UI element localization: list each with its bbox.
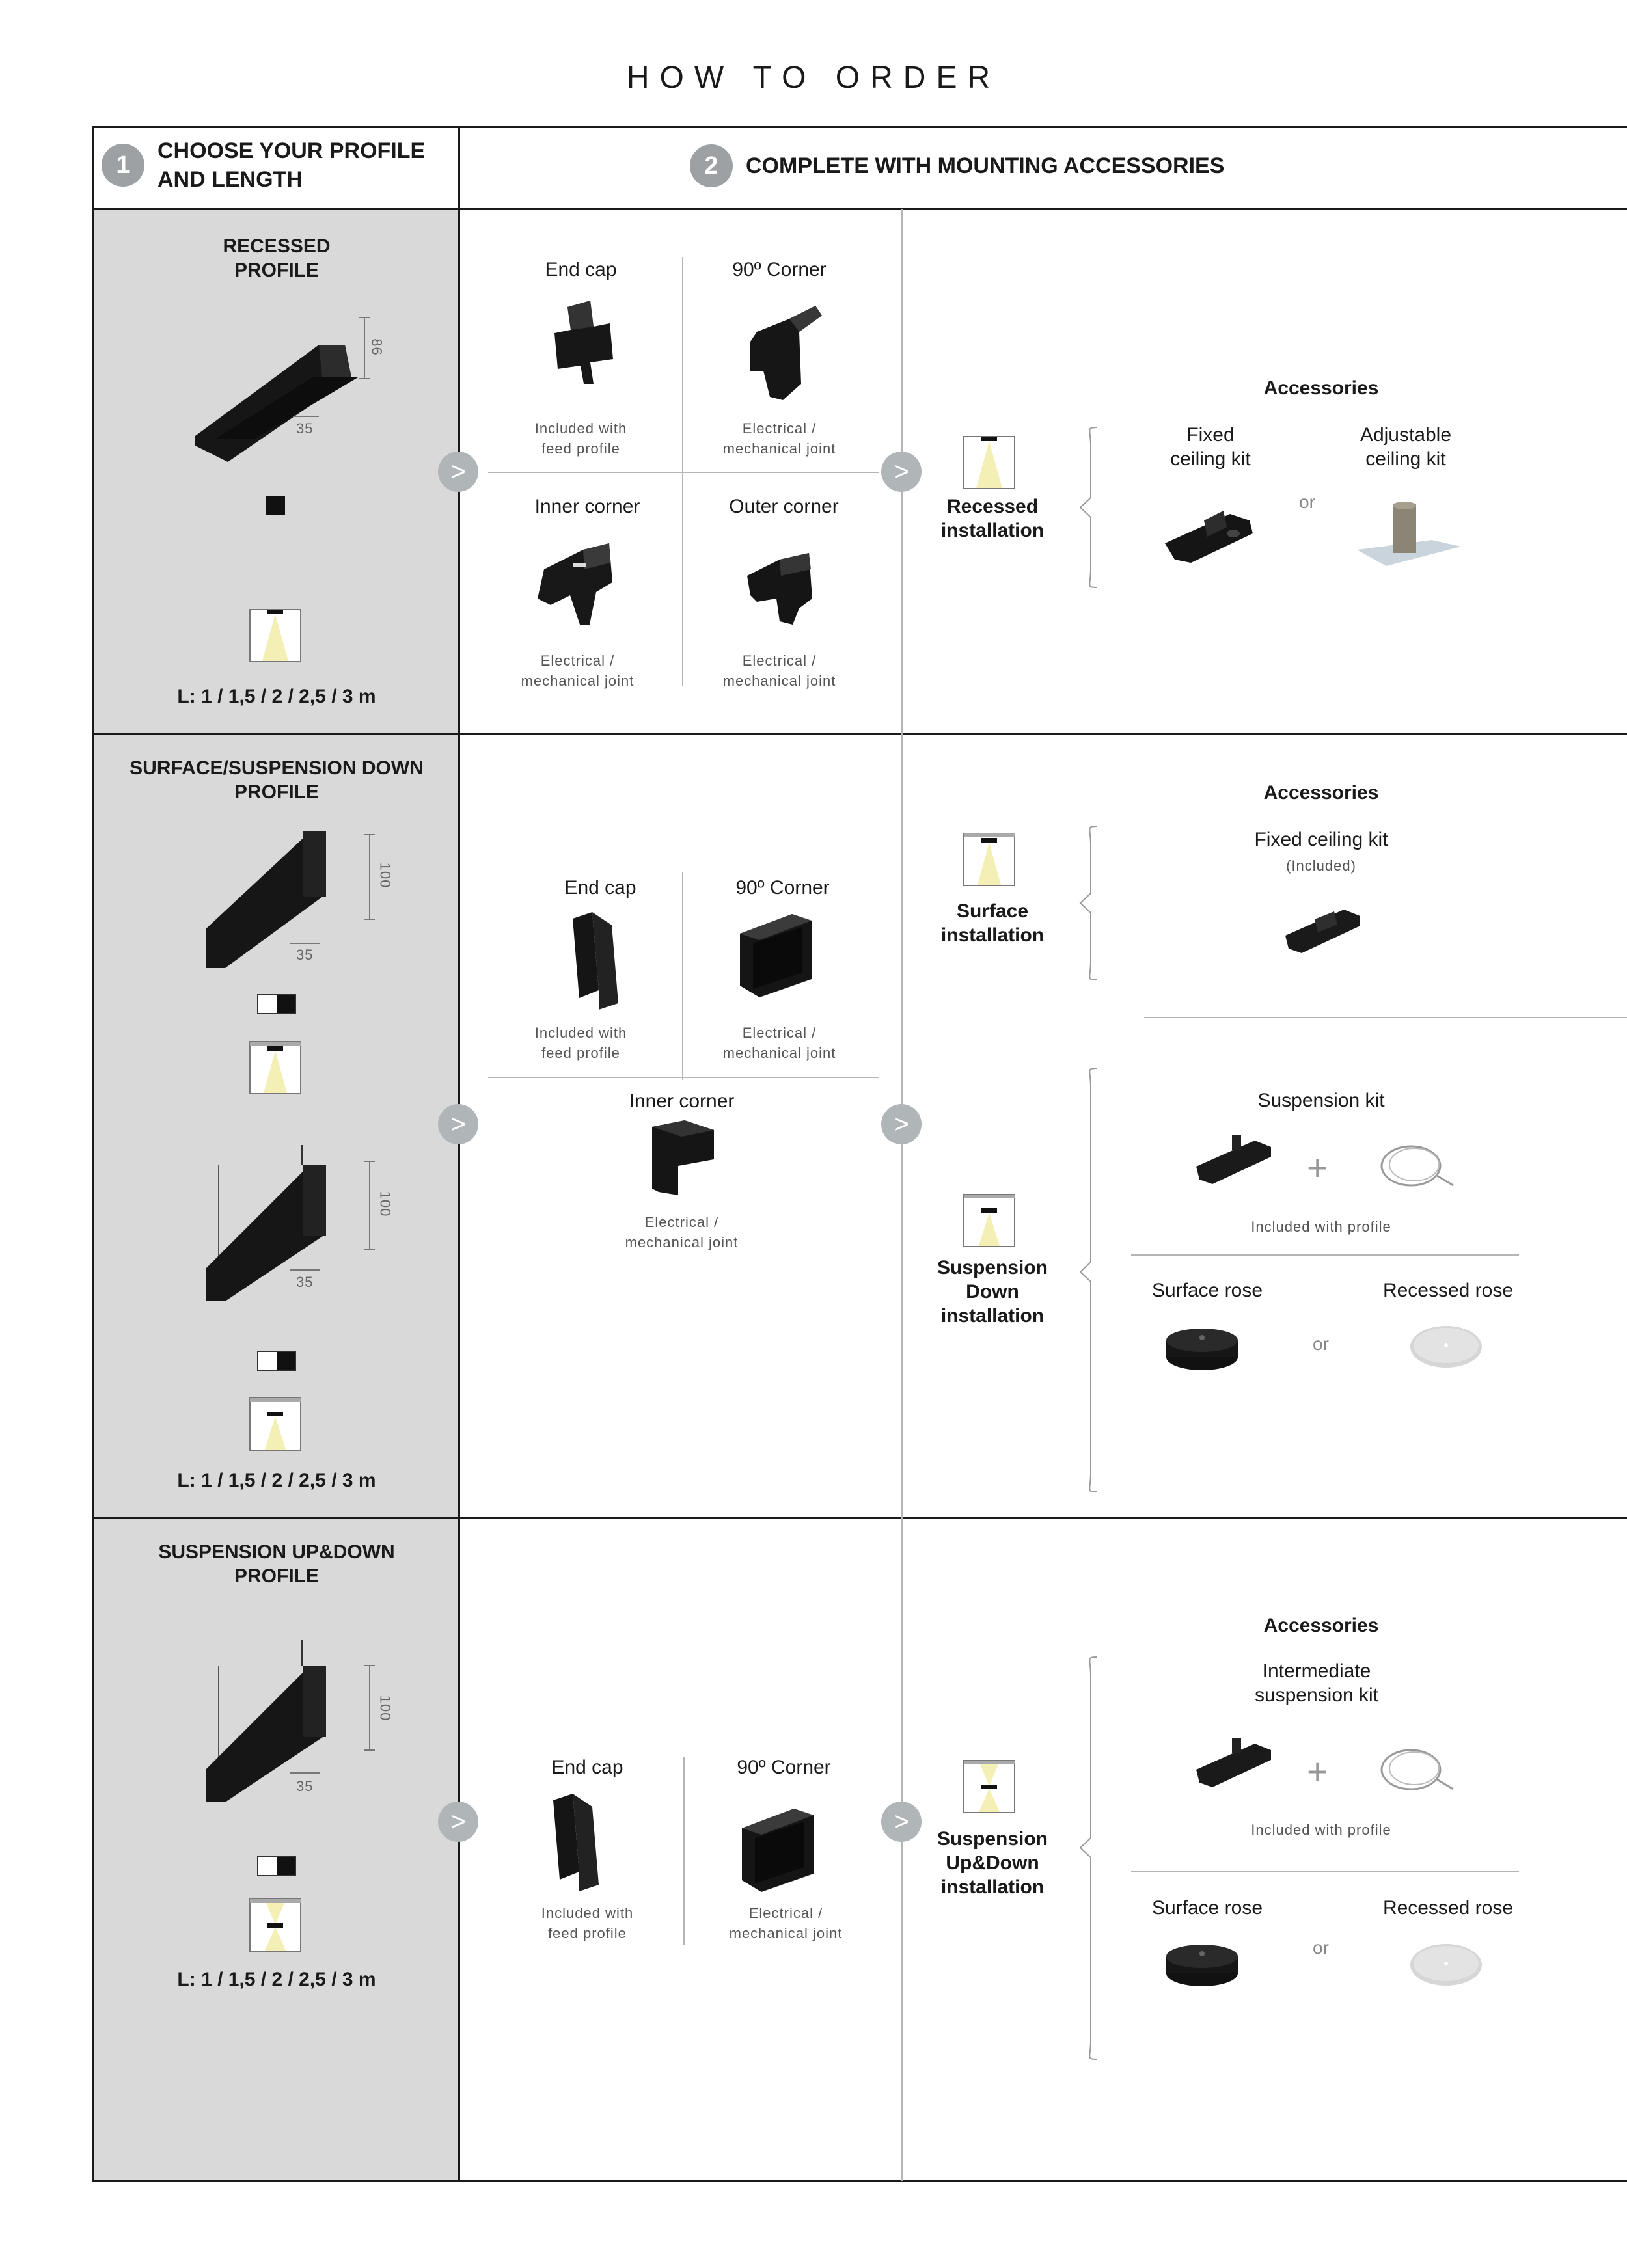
accessories-title: Accessories: [1263, 782, 1379, 803]
step-2-label: COMPLETE WITH MOUNTING ACCESSORIES: [746, 154, 1225, 178]
next-arrow: >: [881, 1802, 922, 1842]
90-corner-image: [742, 1809, 820, 1893]
installation-line3: installation: [940, 1305, 1045, 1327]
piece-end-cap-note: [508, 1903, 667, 1943]
note-line1: Electrical /: [748, 1905, 823, 1921]
piece-90-corner-note: [706, 1903, 866, 1943]
surface-rose-label: Surface rose: [1151, 1280, 1263, 1301]
included-with-profile-note: Included with profile: [1251, 1822, 1391, 1838]
piece-90-corner-label: 90º Corner: [732, 259, 827, 280]
bracket: [1079, 426, 1099, 589]
piece-inner-corner-label: Inner corner: [534, 496, 640, 517]
dim-height-label: 100: [377, 1191, 394, 1217]
suspension-down-installation-icon: [963, 1194, 1015, 1247]
surface-profile-image: [206, 831, 375, 962]
frame-row1-bottom: [92, 733, 1627, 735]
next-arrow: >: [438, 452, 478, 492]
step-1-label-line1: CHOOSE YOUR PROFILE: [157, 139, 426, 163]
note-line2: mechanical joint: [722, 673, 836, 689]
recessed-rose-image: [1409, 1942, 1484, 1988]
end-cap-image: [554, 301, 613, 385]
frame-inner-divider: [901, 209, 903, 2181]
piece-outer-corner-note: [700, 651, 859, 691]
piece-end-cap-note: [501, 1023, 661, 1063]
step-1-badge: 1: [102, 144, 144, 187]
frame-left: [92, 126, 94, 2182]
dim-width-label: 35: [296, 1274, 314, 1290]
accessories-title: Accessories: [1263, 377, 1379, 399]
label-line2: ceiling kit: [1170, 448, 1251, 470]
piece-inner-corner-label: Inner corner: [629, 1090, 735, 1112]
piece-90-corner-note: [700, 1023, 859, 1063]
up-down-length: L: 1 / 1,5 / 2 / 2,5 / 3 m: [177, 1969, 376, 1990]
dim-height-label: 86: [368, 338, 385, 356]
piece-90-corner-label: 90º Corner: [735, 877, 830, 898]
label-line1: Adjustable: [1360, 424, 1452, 446]
fixed-ceiling-kit-image: [1165, 507, 1256, 566]
piece-90-corner-note: [700, 418, 859, 459]
note-line1: Included with: [541, 1905, 634, 1921]
piece-end-cap-label: End cap: [564, 877, 636, 898]
section-divider: [1131, 1254, 1519, 1256]
label-line2: ceiling kit: [1365, 448, 1446, 470]
surface-rose-image: [1165, 1942, 1240, 1989]
piece-grid-hline: [488, 1077, 879, 1078]
recessed-rose-label: Recessed rose: [1382, 1897, 1514, 1919]
recessed-rose-label: Recessed rose: [1382, 1280, 1514, 1301]
note-line1: Electrical /: [742, 1025, 817, 1041]
step-2-badge: 2: [690, 144, 733, 187]
surface-suspension-profile-title: [94, 756, 459, 804]
note-line2: mechanical joint: [729, 1925, 843, 1941]
frame-bottom: [92, 2180, 1627, 2182]
installation-line2: Down: [966, 1281, 1019, 1303]
note-line2: feed profile: [541, 1045, 620, 1061]
piece-grid-hline: [488, 472, 879, 473]
adjustable-ceiling-kit-image: [1354, 504, 1464, 569]
note-line2: feed profile: [548, 1925, 627, 1941]
bracket: [1079, 1656, 1099, 2060]
page-title: HOW TO ORDER: [626, 61, 1001, 95]
frame-row2-bottom: [92, 1517, 1627, 1519]
intermediate-suspension-kit-image: [1196, 1738, 1274, 1794]
suspension-cable-image: [1378, 1140, 1456, 1192]
recessed-length: L: 1 / 1,5 / 2 / 2,5 / 3 m: [177, 686, 376, 707]
step-1-label-line2: AND LENGTH: [157, 167, 303, 192]
surface-rose-image: [1165, 1326, 1240, 1373]
plus-sign: +: [1307, 1147, 1328, 1188]
recessed-installation-icon: [963, 436, 1015, 489]
recessed-profile-image: [189, 306, 397, 449]
frame-header-bottom: [92, 208, 1627, 210]
section-divider: [1144, 1017, 1627, 1018]
note-line2: mechanical joint: [722, 1045, 836, 1061]
recessed-installation-label: [911, 494, 1074, 543]
plus-sign: +: [1307, 1751, 1328, 1792]
color-swatch-white-black: [257, 1856, 296, 1876]
installation-line2: installation: [940, 520, 1045, 541]
note-line1: Electrical /: [742, 653, 817, 669]
surface-installation-icon: [963, 833, 1015, 886]
profile-title-line2: PROFILE: [234, 260, 319, 281]
color-swatch-white-black: [257, 1351, 296, 1371]
next-arrow: >: [438, 1104, 478, 1144]
end-cap-image: [573, 912, 625, 1010]
profile-title-line2: PROFILE: [234, 1565, 319, 1587]
dim-height-label: 100: [377, 1695, 394, 1721]
next-arrow: >: [881, 452, 922, 492]
frame-col-divider: [458, 126, 460, 2182]
suspension-down-installation-label: [911, 1256, 1074, 1328]
piece-inner-corner-note: [498, 651, 657, 691]
step-1-header: [102, 137, 453, 194]
profile-title-line1: SURFACE/SUSPENSION DOWN: [130, 757, 424, 779]
recessed-rose-image: [1409, 1324, 1484, 1370]
piece-end-cap-label: End cap: [545, 259, 617, 280]
next-arrow: >: [881, 1104, 922, 1144]
bracket: [1079, 825, 1099, 981]
piece-end-cap-label: End cap: [551, 1757, 623, 1778]
label-line1: Intermediate: [1262, 1660, 1371, 1682]
color-swatch-black: [266, 496, 285, 515]
dim-height-label: 100: [377, 862, 394, 889]
note-line1: Electrical /: [540, 653, 615, 669]
bracket: [1079, 1067, 1099, 1493]
frame-top: [92, 126, 1627, 128]
piece-end-cap-note: [501, 418, 661, 459]
suspension-cable-image: [1378, 1744, 1456, 1796]
suspension-down-profile-image: [206, 1145, 375, 1301]
label-line1: Fixed: [1186, 424, 1235, 446]
surface-light-icon: [249, 1041, 301, 1094]
dim-width-label: 35: [296, 420, 314, 437]
suspension-down-light-icon: [249, 1397, 301, 1451]
step-2-header: [690, 144, 1224, 187]
section-divider: [1131, 1871, 1519, 1872]
color-swatch-white-black: [257, 994, 296, 1014]
note-line2: feed profile: [541, 440, 620, 457]
up-down-installation-label: [911, 1827, 1074, 1899]
piece-90-corner-label: 90º Corner: [737, 1757, 831, 1778]
90-corner-image: [740, 914, 818, 999]
note-line2: mechanical joint: [521, 673, 635, 689]
note-line1: Included with: [534, 1025, 627, 1041]
installation-line1: Suspension: [937, 1828, 1048, 1850]
surface-length: L: 1 / 1,5 / 2 / 2,5 / 3 m: [177, 1470, 376, 1491]
piece-outer-corner-label: Outer corner: [729, 496, 839, 517]
note-line1: Included with: [534, 420, 627, 437]
outer-corner-image: [747, 553, 819, 625]
accessories-title: Accessories: [1263, 1615, 1379, 1636]
inner-corner-image: [538, 543, 616, 628]
installation-line1: Surface: [956, 900, 1029, 922]
up-down-light-icon: [249, 1898, 301, 1952]
installation-line3: installation: [940, 1876, 1045, 1898]
suspension-kit-label: Suspension kit: [1257, 1090, 1385, 1111]
note-line1: Electrical /: [742, 420, 817, 437]
end-cap-image: [553, 1794, 605, 1891]
surface-rose-label: Surface rose: [1151, 1897, 1263, 1919]
suspension-up-down-profile-image: [206, 1640, 375, 1809]
suspension-kit-image: [1196, 1135, 1274, 1191]
included-with-profile-note: Included with profile: [1251, 1219, 1391, 1235]
dim-width-label: 35: [296, 1778, 314, 1794]
adjustable-ceiling-kit-label: [1328, 423, 1484, 471]
piece-inner-corner-note: [602, 1212, 761, 1252]
inner-corner-image: [652, 1120, 717, 1198]
or-text: or: [1299, 492, 1315, 512]
note-line1: Electrical /: [644, 1214, 719, 1230]
profile-title-line1: RECESSED: [223, 236, 331, 257]
note-line2: mechanical joint: [722, 440, 836, 457]
next-arrow: >: [438, 1802, 478, 1842]
dim-width-label: 35: [296, 947, 314, 963]
fixed-ceiling-kit-note: (Included): [1286, 857, 1356, 874]
up-down-installation-icon: [963, 1760, 1015, 1813]
profile-title-line2: PROFILE: [234, 781, 319, 803]
intermediate-suspension-kit-label: [1186, 1659, 1447, 1707]
90-corner-image: [750, 306, 822, 403]
installation-line1: Suspension: [937, 1257, 1048, 1278]
profile-title-line1: SUSPENSION UP&DOWN: [158, 1541, 395, 1563]
or-text: or: [1313, 1334, 1329, 1354]
installation-line1: Recessed: [946, 496, 1039, 517]
label-line2: suspension kit: [1254, 1684, 1379, 1706]
fixed-ceiling-kit-image: [1285, 906, 1363, 958]
surface-installation-label: [911, 899, 1074, 947]
note-line2: mechanical joint: [625, 1234, 739, 1250]
piece-grid-vline: [682, 872, 683, 1080]
suspension-up-down-profile-title: [94, 1540, 459, 1588]
fixed-ceiling-kit-label: Fixed ceiling kit: [1254, 829, 1388, 850]
installation-line2: Up&Down: [946, 1852, 1039, 1874]
or-text: or: [1313, 1937, 1329, 1958]
recessed-light-icon: [249, 609, 301, 662]
installation-line2: installation: [940, 925, 1045, 946]
fixed-ceiling-kit-label: [1132, 423, 1289, 471]
piece-grid-vline: [683, 1757, 685, 1945]
recessed-profile-title: [94, 234, 459, 282]
